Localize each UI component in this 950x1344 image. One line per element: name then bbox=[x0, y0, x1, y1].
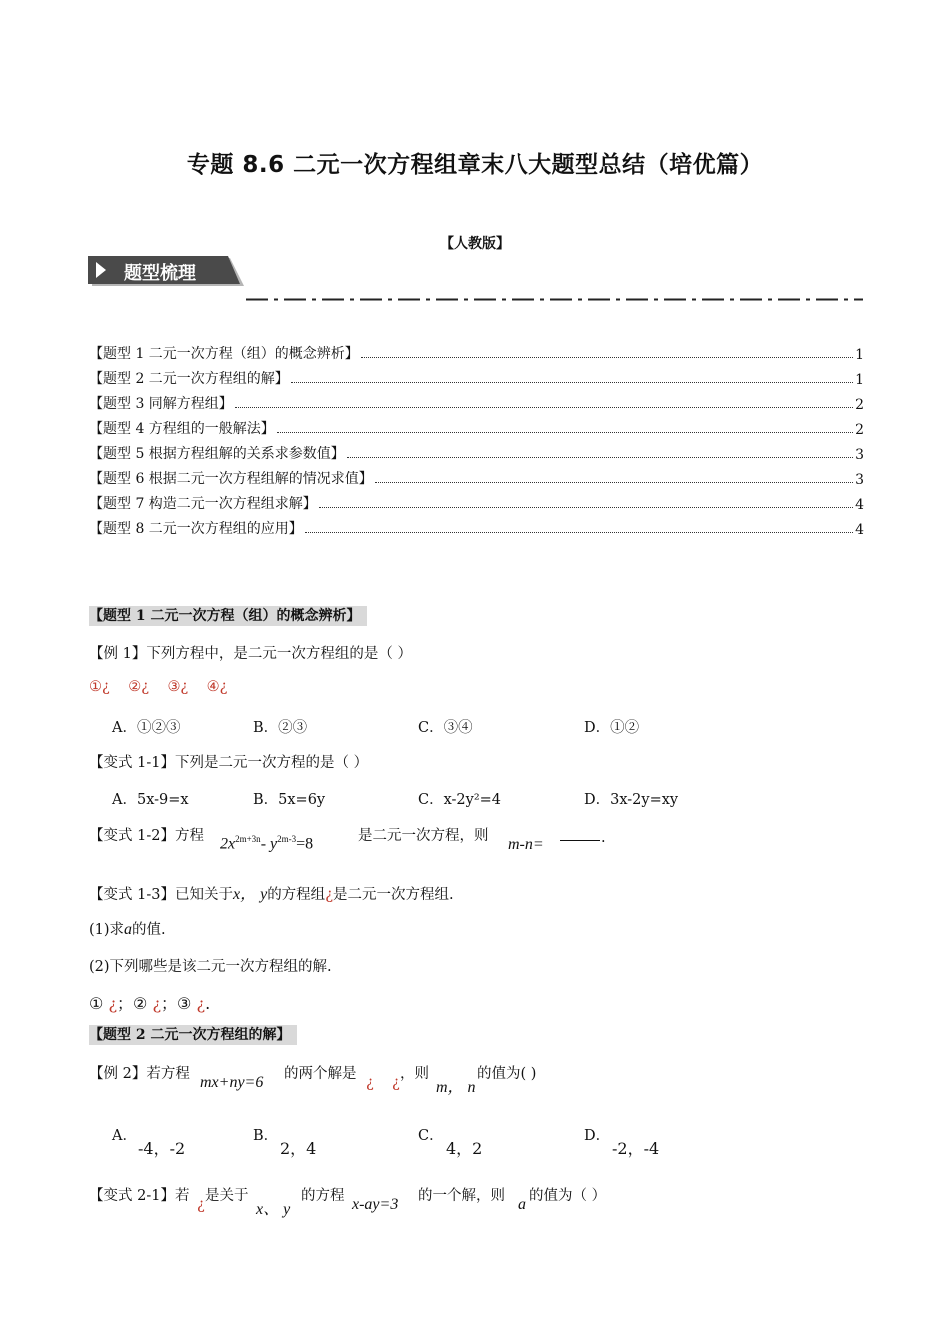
toc-entry[interactable] bbox=[89, 391, 864, 413]
variant-2-1-suffix: 的一个解，则 bbox=[418, 1188, 505, 1204]
option-a[interactable]: A．5x-9=x bbox=[112, 792, 189, 808]
option-a[interactable]: A． bbox=[112, 1128, 137, 1144]
toc-entry[interactable] bbox=[89, 466, 864, 488]
answer-blank[interactable] bbox=[560, 840, 600, 841]
toc-page: 4 bbox=[855, 497, 864, 513]
option-c[interactable]: C．③④ bbox=[418, 720, 473, 736]
variant-2-1-prefix: 【变式 2-1】若 bbox=[89, 1188, 190, 1204]
option-c-value: 4，2 bbox=[446, 1139, 483, 1158]
variant-1-2-suffix: 是二元一次方程，则 bbox=[358, 828, 489, 844]
edition-label: 【人教版】 bbox=[440, 236, 510, 252]
variant-2-1-var: a bbox=[518, 1196, 526, 1213]
banner-label: 题型梳理 bbox=[124, 263, 196, 284]
example-1-choices: ①¿ ②¿ ③¿ ④¿ bbox=[89, 679, 228, 695]
option-d-value: -2，-4 bbox=[612, 1139, 660, 1158]
toc-entry[interactable] bbox=[89, 341, 864, 363]
variant-2-1-tail: 的值为（ ） bbox=[529, 1188, 607, 1204]
toc-label: 【题型 3 同解方程组】 bbox=[89, 396, 233, 412]
variant-2-1-vars: x、 y bbox=[256, 1201, 291, 1218]
toc-label: 【题型 5 根据方程组解的关系求参数值】 bbox=[89, 446, 345, 462]
option-d[interactable]: D． bbox=[584, 1128, 611, 1144]
example-2-sol1: ¿ bbox=[366, 1075, 374, 1091]
variant-2-1-mid2: 的方程 bbox=[301, 1188, 345, 1204]
option-a[interactable]: A．①②③ bbox=[112, 720, 181, 736]
dash-divider bbox=[246, 286, 863, 289]
option-b[interactable]: B． bbox=[253, 1128, 279, 1144]
toc-label: 【题型 1 二元一次方程（组）的概念辨析】 bbox=[89, 346, 359, 362]
toc-entry[interactable] bbox=[89, 441, 864, 463]
option-b-value: 2，4 bbox=[280, 1139, 317, 1158]
toc-entry[interactable] bbox=[89, 516, 864, 538]
toc-label: 【题型 8 二元一次方程组的应用】 bbox=[89, 521, 303, 537]
toc-label: 【题型 7 构造二元一次方程组求解】 bbox=[89, 496, 317, 512]
variant-1-2-equation: $2x^{2m+3n}-$ $y^{2m-3}=8$ bbox=[220, 834, 314, 853]
example-2-sol2: ¿ bbox=[392, 1075, 400, 1091]
variant-1-3-stem: 【变式 1-3】已知关于x， y的方程组¿是二元一次方程组. bbox=[89, 886, 454, 903]
variant-1-1-stem: 【变式 1-1】下列是二元一次方程的是（ ） bbox=[89, 755, 369, 771]
example-2-prefix: 【例 2】若方程 bbox=[89, 1066, 190, 1082]
variant-1-2-ask: m-n= bbox=[508, 836, 544, 853]
option-c[interactable]: C． bbox=[418, 1128, 444, 1144]
toc-entry[interactable] bbox=[89, 366, 864, 388]
section-heading: 【题型 2 二元一次方程组的解】 bbox=[89, 1025, 297, 1045]
option-b[interactable]: B．②③ bbox=[253, 720, 308, 736]
toc-label: 【题型 2 二元一次方程组的解】 bbox=[89, 371, 289, 387]
toc-entry[interactable] bbox=[89, 416, 864, 438]
toc-label: 【题型 6 根据二元一次方程组解的情况求值】 bbox=[89, 471, 373, 487]
toc-entry[interactable] bbox=[89, 491, 864, 513]
question-2-items: ① ¿；② ¿；③ ¿. bbox=[89, 994, 211, 1013]
variant-2-1-mid: 是关于 bbox=[205, 1188, 249, 1204]
toc-label: 【题型 4 方程组的一般解法】 bbox=[89, 421, 275, 437]
question-2: (2)下列哪些是该二元一次方程组的解. bbox=[89, 959, 332, 975]
example-1-stem: 【例 1】下列方程中，是二元一次方程组的是（ ） bbox=[89, 646, 412, 662]
toc-page: 4 bbox=[855, 522, 864, 538]
toc-page: 2 bbox=[855, 397, 864, 413]
toc-page: 3 bbox=[855, 447, 864, 463]
toc-page: 2 bbox=[855, 422, 864, 438]
period: . bbox=[601, 830, 606, 846]
option-b[interactable]: B．5x=6y bbox=[253, 792, 326, 808]
variant-2-1-equation: x-ay=3 bbox=[352, 1196, 399, 1213]
toc-page: 1 bbox=[855, 347, 864, 363]
example-2-mid: 的两个解是 bbox=[284, 1066, 357, 1082]
option-d[interactable]: D．3x-2y=xy bbox=[584, 792, 679, 808]
example-2-suffix: 的值为( ) bbox=[477, 1066, 537, 1082]
variant-1-2-prefix: 【变式 1-2】方程 bbox=[89, 828, 204, 844]
toc-page: 1 bbox=[855, 372, 864, 388]
option-c[interactable]: C．x-2y²=4 bbox=[418, 792, 502, 808]
variant-2-1-sol: ¿ bbox=[197, 1197, 205, 1213]
section-heading: 【题型 1 二元一次方程（组）的概念辨析】 bbox=[89, 606, 367, 626]
example-2-equation: mx+ny=6 bbox=[200, 1074, 264, 1091]
example-2-vars: m， n bbox=[436, 1079, 476, 1096]
toc-page: 3 bbox=[855, 472, 864, 488]
example-2-then: ，则 bbox=[400, 1066, 429, 1082]
section-banner bbox=[88, 256, 244, 288]
option-d[interactable]: D．①② bbox=[584, 720, 640, 736]
question-1: (1)求a的值. bbox=[89, 921, 166, 938]
option-a-value: -4，-2 bbox=[138, 1139, 186, 1158]
page-title: 专题 8.6 二元一次方程组章末八大题型总结（培优篇） bbox=[186, 152, 764, 178]
